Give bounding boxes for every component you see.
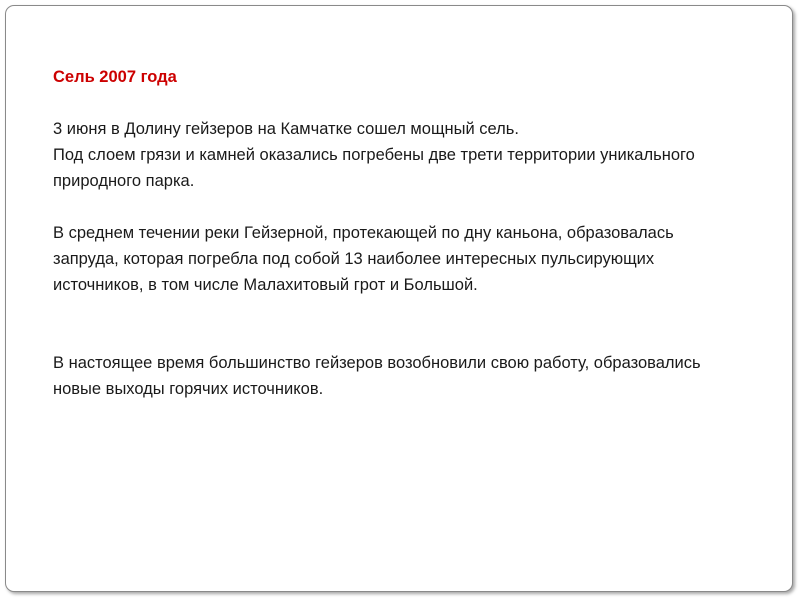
paragraph-1-line-1: 3 июня в Долину гейзеров на Камчатке сошел мощный сель. Под слоем грязи и камней оказались погребены две трети территории уникального природного парка.	[53, 120, 695, 190]
slide-content	[53, 64, 743, 402]
paragraph-3: В настоящее время большинство гейзеров возобновили свою работу, образовались новые выходы горячих источников.	[53, 354, 701, 398]
slide-frame	[5, 5, 793, 592]
paragraph-2: В среднем течении реки Гейзерной, протекающей по дну каньона, образовалась запруда, которая погребла под собой 13 наиболее интересных пульсирующих источников, в том числе Малахитовый грот и Большой.	[53, 224, 674, 294]
slide-title: Сель 2007 года	[53, 68, 177, 86]
paragraph-1	[53, 116, 743, 194]
